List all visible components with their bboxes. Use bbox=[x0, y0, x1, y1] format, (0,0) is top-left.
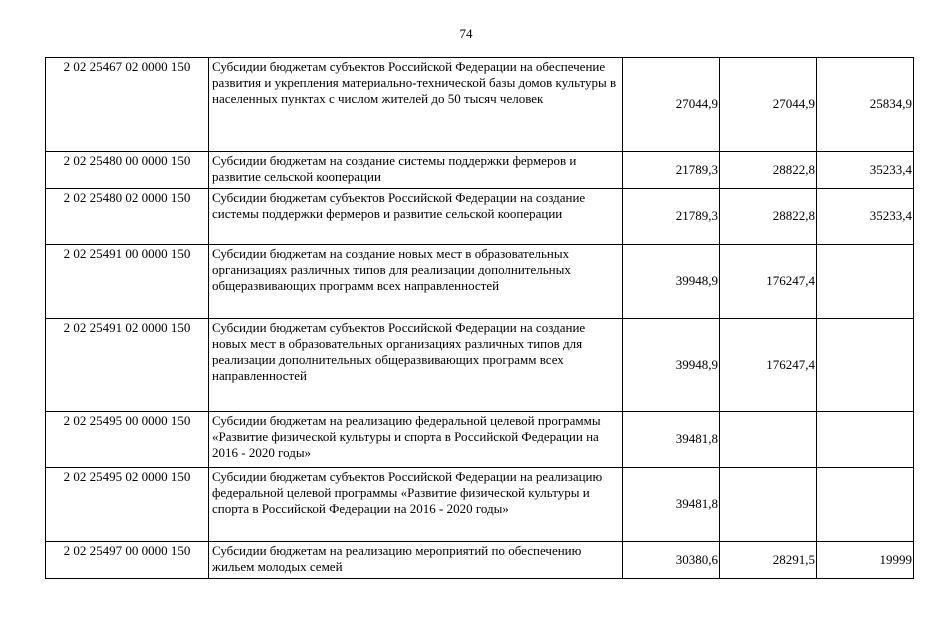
amount-year3-cell: 25834,9 bbox=[817, 58, 914, 152]
amount-year3-cell bbox=[817, 468, 914, 542]
budget-code-cell: 2 02 25495 02 0000 150 bbox=[46, 468, 209, 542]
description-cell: Субсидии бюджетам субъектов Российской Федерации на создание новых мест в образовательных организациях различных типов для реализации дополнительных общеразвивающих программ всех направленностей bbox=[209, 319, 623, 412]
amount-year1-cell: 30380,6 bbox=[623, 542, 720, 579]
table-row bbox=[46, 542, 914, 579]
budget-code-cell: 2 02 25495 00 0000 150 bbox=[46, 412, 209, 468]
budget-code-cell: 2 02 25491 02 0000 150 bbox=[46, 319, 209, 412]
amount-year1-cell: 39948,9 bbox=[623, 245, 720, 319]
table-row bbox=[46, 412, 914, 468]
budget-code-cell: 2 02 25491 00 0000 150 bbox=[46, 245, 209, 319]
amount-year3-cell bbox=[817, 319, 914, 412]
amount-year2-cell bbox=[720, 412, 817, 468]
amount-year1-cell: 27044,9 bbox=[623, 58, 720, 152]
amount-year1-cell: 21789,3 bbox=[623, 152, 720, 189]
amount-year1-cell: 39481,8 bbox=[623, 468, 720, 542]
amount-year2-cell: 27044,9 bbox=[720, 58, 817, 152]
table-row bbox=[46, 319, 914, 412]
table-row bbox=[46, 245, 914, 319]
description-cell: Субсидии бюджетам субъектов Российской Федерации на создание системы поддержки фермеров и развитие сельской кооперации bbox=[209, 189, 623, 245]
budget-code-cell: 2 02 25467 02 0000 150 bbox=[46, 58, 209, 152]
description-cell: Субсидии бюджетам на создание системы поддержки фермеров и развитие сельской кооперации bbox=[209, 152, 623, 189]
description-cell: Субсидии бюджетам на реализацию федеральной целевой программы «Развитие физической культуры и спорта в Российской Федерации на 2016 - 2020 годы» bbox=[209, 412, 623, 468]
table-row bbox=[46, 58, 914, 152]
amount-year1-cell: 39948,9 bbox=[623, 319, 720, 412]
amount-year2-cell: 176247,4 bbox=[720, 319, 817, 412]
budget-code-cell: 2 02 25480 00 0000 150 bbox=[46, 152, 209, 189]
table-row bbox=[46, 189, 914, 245]
budget-code-cell: 2 02 25497 00 0000 150 bbox=[46, 542, 209, 579]
amount-year3-cell: 35233,4 bbox=[817, 152, 914, 189]
amount-year2-cell: 28822,8 bbox=[720, 152, 817, 189]
description-cell: Субсидии бюджетам на создание новых мест в образовательных организациях различных типов для реализации дополнительных общеразвивающих программ всех направленностей bbox=[209, 245, 623, 319]
table-row bbox=[46, 468, 914, 542]
amount-year3-cell: 35233,4 bbox=[817, 189, 914, 245]
amount-year1-cell: 21789,3 bbox=[623, 189, 720, 245]
amount-year3-cell bbox=[817, 245, 914, 319]
amount-year1-cell: 39481,8 bbox=[623, 412, 720, 468]
description-cell: Субсидии бюджетам на реализацию мероприятий по обеспечению жильем молодых семей bbox=[209, 542, 623, 579]
amount-year2-cell bbox=[720, 468, 817, 542]
page-number: 74 bbox=[459, 26, 473, 41]
budget-code-cell: 2 02 25480 02 0000 150 bbox=[46, 189, 209, 245]
amount-year2-cell: 176247,4 bbox=[720, 245, 817, 319]
amount-year2-cell: 28822,8 bbox=[720, 189, 817, 245]
table-row bbox=[46, 152, 914, 189]
amount-year2-cell: 28291,5 bbox=[720, 542, 817, 579]
description-cell: Субсидии бюджетам субъектов Российской Федерации на обеспечение развития и укрепления материально-технической базы домов культуры в населенных пунктах с числом жителей до 50 тысяч человек bbox=[209, 58, 623, 152]
amount-year3-cell: 19999 bbox=[817, 542, 914, 579]
description-cell: Субсидии бюджетам субъектов Российской Федерации на реализацию федеральной целевой программы «Развитие физической культуры и спорта в Российской Федерации на 2016 - 2020 годы» bbox=[209, 468, 623, 542]
amount-year3-cell bbox=[817, 412, 914, 468]
budget-table bbox=[45, 57, 914, 579]
